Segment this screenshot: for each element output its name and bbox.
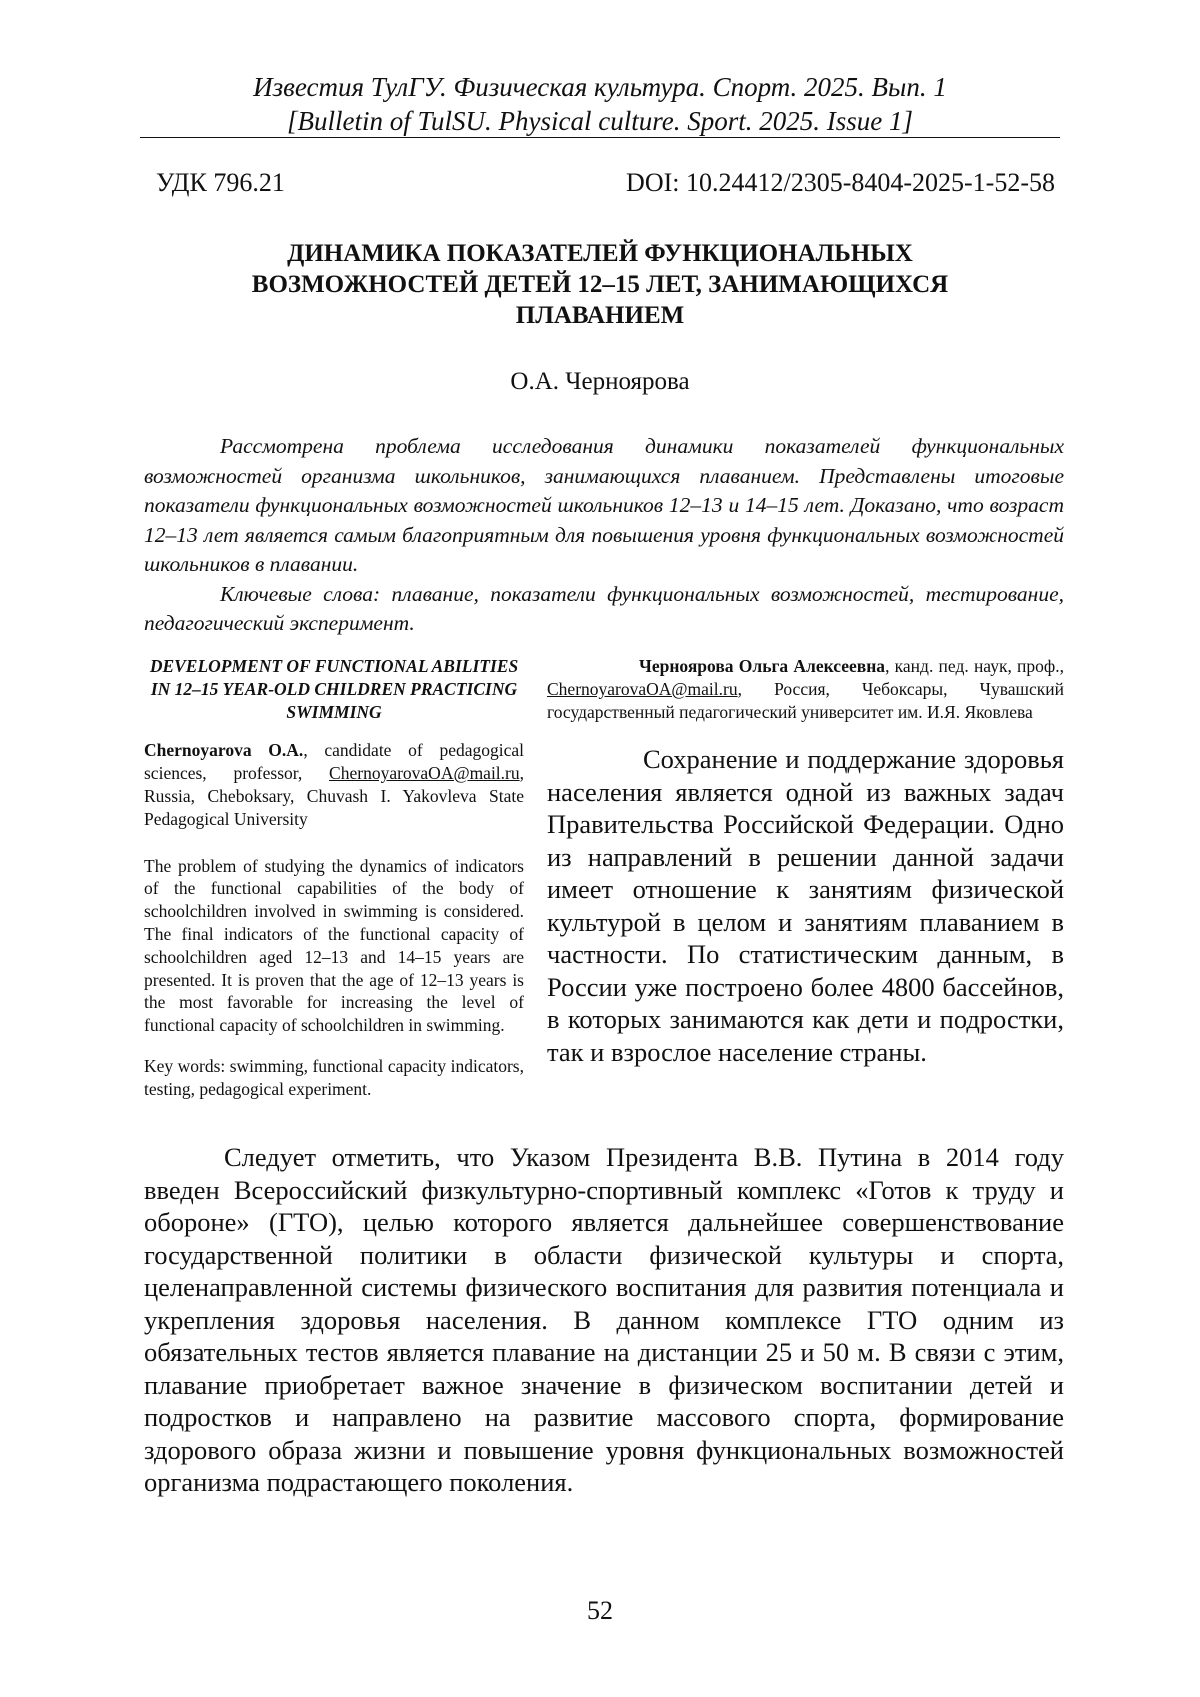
english-title: DEVELOPMENT OF FUNCTIONAL ABILITIES IN 12–15 YEAR-OLD CHILDREN PRACTICING SWIMMING — [149, 656, 519, 722]
english-keywords: Key words: swimming, functional capacity indicators, testing, pedagogical experiment. — [144, 1055, 524, 1099]
author-name-ru: Черноярова Ольга Алексеевна — [639, 656, 886, 676]
doi-identifier: DOI: 10.24412/2305-8404-2025-1-52-58 — [626, 168, 1055, 197]
header-divider — [140, 137, 1060, 138]
body-paragraph-1-text: Сохранение и поддержание здоровья населения является одной из важных задач Правительства Российской Федерации. Одно из направлений в решении данной задачи имеет отношение к занятиям физической культурой в целом и занятиям плаванием в частности. По статистическим данным, в России уже построено более 4800 бассейнов, в которых занимаются как дети и подростки, так и взрослое население страны. — [547, 744, 1064, 1067]
journal-title-en: [Bulletin of TulSU. Physical culture. Sport. 2025. Issue 1] — [287, 106, 913, 136]
page-number: 52 — [587, 1596, 613, 1625]
english-author-name: Chernoyarova O.A. — [144, 740, 304, 761]
right-column — [547, 655, 1064, 1068]
english-author-info — [144, 739, 524, 830]
journal-header — [140, 70, 1060, 138]
udk-code: УДК 796.21 — [156, 168, 285, 197]
english-author-affil-2: , Russia, Cheboksary, Chuvash I. Yakovleva State Pedagogical University — [144, 763, 524, 829]
english-author-affil-1: , candidate of pedagogical sciences, professor, — [144, 740, 524, 784]
keywords-ru: Ключевые слова: плавание, показатели функциональных возможностей, тестирование, педагогический эксперимент. — [144, 581, 1064, 635]
author-affil-ru-1: , канд. пед. наук, проф., — [885, 656, 1064, 676]
author-info-ru — [547, 655, 1064, 723]
abstract-ru-text: Рассмотрена проблема исследования динамики показателей функциональных возможностей организма школьников, занимающихся плаванием. Представлены итоговые показатели функциональных возможностей школьников 12–13 и 14–15 лет. Доказано, что возраст 12–13 лет является самым благоприятным для повышения уровня функциональных возможностей школьников в плавании. — [144, 434, 1064, 576]
article-title: ДИНАМИКА ПОКАЗАТЕЛЕЙ ФУНКЦИОНАЛЬНЫХ ВОЗМОЖНОСТЕЙ ДЕТЕЙ 12–15 ЛЕТ, ЗАНИМАЮЩИХСЯ ПЛАВАНИЕМ — [251, 240, 949, 329]
author-email-ru[interactable]: ChernoyarovaOA@mail.ru — [547, 678, 738, 699]
author-affil-ru-2: , Россия, Чебоксары, Чувашский государственный педагогический университет им. И.Я. Яковлева — [547, 678, 1064, 722]
english-abstract: The problem of studying the dynamics of indicators of the functional capabilities of the body of schoolchildren involved in swimming is considered. The final indicators of the functional capacity of schoolchildren aged 12–13 and 14–15 years are presented. It is proven that the age of 12–13 years is the most favorable for increasing the level of functional capacity of schoolchildren in swimming. — [144, 855, 524, 1036]
body-paragraph-1 — [547, 743, 1064, 1068]
body-paragraph-2: Следует отметить, что Указом Президента В.В. Путина в 2014 году введен Всероссийский физкультурно-спортивный комплекс «Готов к труду и обороне» (ГТО), целью которого является дальнейшее совершенствование государственной политики в области физической культуры и спорта, целенаправленной системы физического воспитания для развития потенциала и укрепления здоровья населения. В данном комплексе ГТО одним из обязательных тестов является плавание на дистанции 25 и 50 м. В связи с этим, плавание приобретает важное значение в физическом воспитании детей и подростков и направлено на развитие массового спорта, формирование здорового образа жизни и повышение уровня функциональных возможностей организма подрастающего поколения. — [144, 1142, 1064, 1497]
abstract-ru — [144, 432, 1064, 639]
english-summary-column — [144, 655, 524, 1101]
journal-title-ru: Известия ТулГУ. Физическая культура. Спорт. 2025. Вып. 1 — [253, 72, 947, 102]
article-author: О.А. Черноярова — [510, 368, 690, 395]
english-author-email[interactable]: ChernoyarovaOA@mail.ru — [329, 763, 520, 784]
